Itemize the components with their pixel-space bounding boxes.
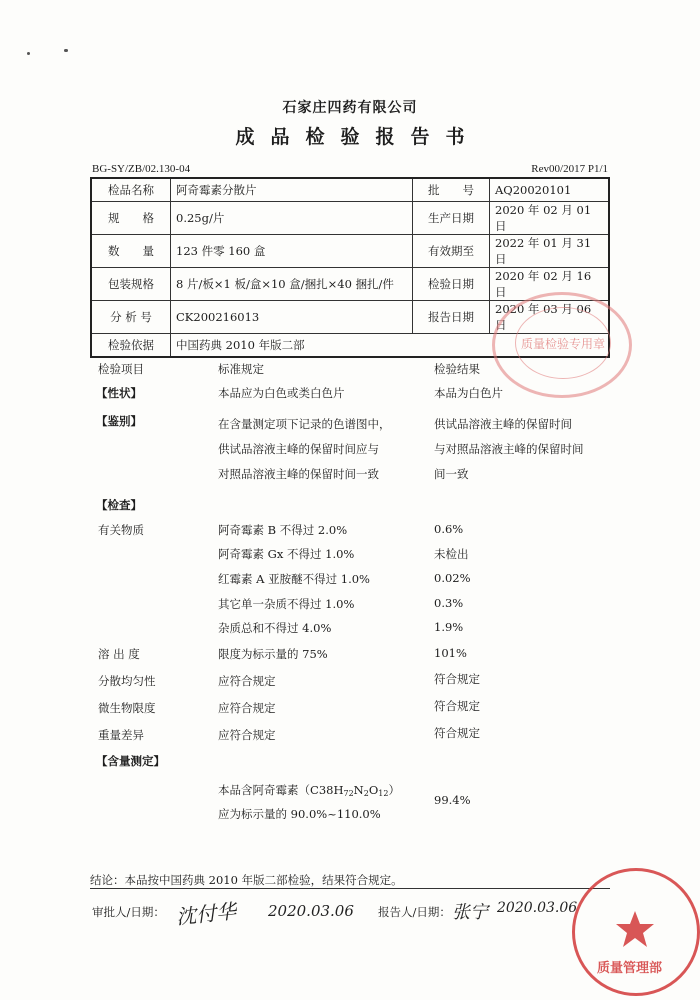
cell-label: 检验依据 (91, 334, 171, 358)
identification-result: 供试品溶液主峰的保留时间 (434, 417, 572, 431)
character-result: 本品为白色片 (434, 386, 503, 400)
header-item: 检验项目 (98, 362, 144, 376)
cell-value: CK200216013 (171, 301, 413, 334)
conclusion: 结论：本品按中国药典 2010 年版二部检验，结果符合规定。 (90, 873, 403, 887)
cell-value: 2022 年 01 月 31 日 (490, 235, 610, 268)
cell-value: 阿奇霉素分散片 (171, 178, 413, 202)
microbial-label: 微生物限度 (98, 701, 156, 715)
qa-stamp-text: 质量管理部 (597, 961, 663, 976)
uniformity-result: 符合规定 (434, 672, 480, 686)
revision-page: Rev00/2017 P1/1 (531, 163, 608, 175)
related-result: 0.6% (434, 522, 464, 536)
related-result: 未检出 (434, 547, 469, 561)
cell-value: 中国药典 2010 年版二部 (171, 334, 610, 358)
cell-label: 包装规格 (91, 268, 171, 301)
header-result: 检验结果 (434, 362, 480, 376)
cell-label: 数 量 (91, 235, 171, 268)
cell-value: 2020 年 03 月 06 日 (490, 301, 610, 334)
section-character: 【性状】 (96, 386, 142, 400)
assay-formula: 38 (318, 783, 334, 797)
character-standard: 本品应为白色或类白色片 (218, 386, 345, 400)
cell-label: 检验日期 (413, 268, 490, 301)
identification-standard: 供试品溶液主峰的保留时间应与 (218, 442, 379, 456)
approver-date: 2020.03.06 (268, 902, 354, 920)
header-standard: 标准规定 (218, 362, 264, 376)
related-standard: 阿奇霉素 Gx 不得过 1.0% (218, 547, 355, 561)
identification-standard: 对照品溶液主峰的保留时间一致 (218, 467, 379, 481)
reporter-signature: 张宁 (452, 902, 488, 923)
reporter-label: 报告人/日期： (378, 905, 451, 919)
cell-label: 分 析 号 (91, 301, 171, 334)
star-icon (615, 909, 655, 949)
dissolution-label: 溶 出 度 (98, 647, 140, 661)
qa-stamp (572, 868, 700, 996)
microbial-standard: 应符合规定 (218, 701, 276, 715)
identification-standard: 在含量测定项下记录的色谱图中， (218, 417, 391, 431)
related-result: 0.3% (434, 596, 464, 610)
microbial-result: 符合规定 (434, 699, 480, 713)
cell-value: 2020 年 02 月 01 日 (490, 202, 610, 235)
cell-label: 规 格 (91, 202, 171, 235)
cell-label: 批 号 (413, 178, 490, 202)
related-standard: 阿奇霉素 B 不得过 2.0% (218, 523, 348, 537)
uniformity-standard: 应符合规定 (218, 674, 276, 688)
cell-label: 生产日期 (413, 202, 490, 235)
qc-stamp-text: 质量检验专用章 (521, 337, 606, 351)
section-identification: 【鉴别】 (96, 414, 142, 428)
weight-standard: 应符合规定 (218, 728, 276, 742)
reporter-date: 2020.03.06 (497, 900, 578, 916)
report-title: 成品检验报告书 (235, 126, 481, 148)
section-check: 【检查】 (96, 498, 142, 512)
related-standard: 红霉素 A 亚胺醚不得过 1.0% (218, 572, 370, 586)
related-standard: 其它单一杂质不得过 1.0% (218, 597, 355, 611)
assay-standard-line2: 应为标示量的 90.0%~110.0% (218, 807, 381, 821)
cell-label: 有效期至 (413, 235, 490, 268)
assay-result: 99.4% (434, 793, 471, 807)
dissolution-standard: 限度为标示量的 75% (218, 647, 328, 661)
qc-stamp (492, 292, 632, 398)
cell-value: 0.25g/片 (171, 202, 413, 235)
cell-value: 123 件零 160 盒 (171, 235, 413, 268)
dissolution-result: 101% (434, 646, 467, 660)
related-result: 0.02% (434, 571, 471, 585)
table-row (91, 235, 609, 268)
related-standard: 杂质总和不得过 4.0% (218, 621, 332, 635)
cell-value: 2020 年 02 月 16 日 (490, 268, 610, 301)
related-substances-label: 有关物质 (98, 523, 144, 537)
table-row (91, 178, 609, 202)
table-row (91, 202, 609, 235)
cell-value: 8 片/板×1 板/盒×10 盒/捆扎×40 捆扎/件 (171, 268, 413, 301)
approver-label: 审批人/日期： (92, 905, 165, 919)
section-assay: 【含量测定】 (96, 754, 165, 768)
uniformity-label: 分散均匀性 (98, 674, 156, 688)
table-row (91, 268, 609, 301)
assay-standard-text: 本品含阿奇霉素（C (218, 783, 319, 797)
related-result: 1.9% (434, 620, 464, 634)
cell-label: 检品名称 (91, 178, 171, 202)
company-name: 石家庄四药有限公司 (282, 100, 418, 116)
document-number: BG-SY/ZB/02.130-04 (92, 163, 191, 175)
assay-standard-line1: 本品含阿奇霉素（C38H72N2O12） (218, 783, 400, 798)
speck-1 (27, 52, 30, 55)
cell-label: 报告日期 (413, 301, 490, 334)
approver-signature: 沈付华 (175, 898, 238, 930)
identification-result: 与对照品溶液主峰的保留时间 (434, 442, 584, 456)
cell-value: AQ20020101 (490, 178, 610, 202)
divider (90, 888, 610, 889)
weight-result: 符合规定 (434, 726, 480, 740)
speck-2 (64, 49, 68, 52)
weight-label: 重量差异 (98, 728, 144, 742)
identification-result: 间一致 (434, 467, 469, 481)
